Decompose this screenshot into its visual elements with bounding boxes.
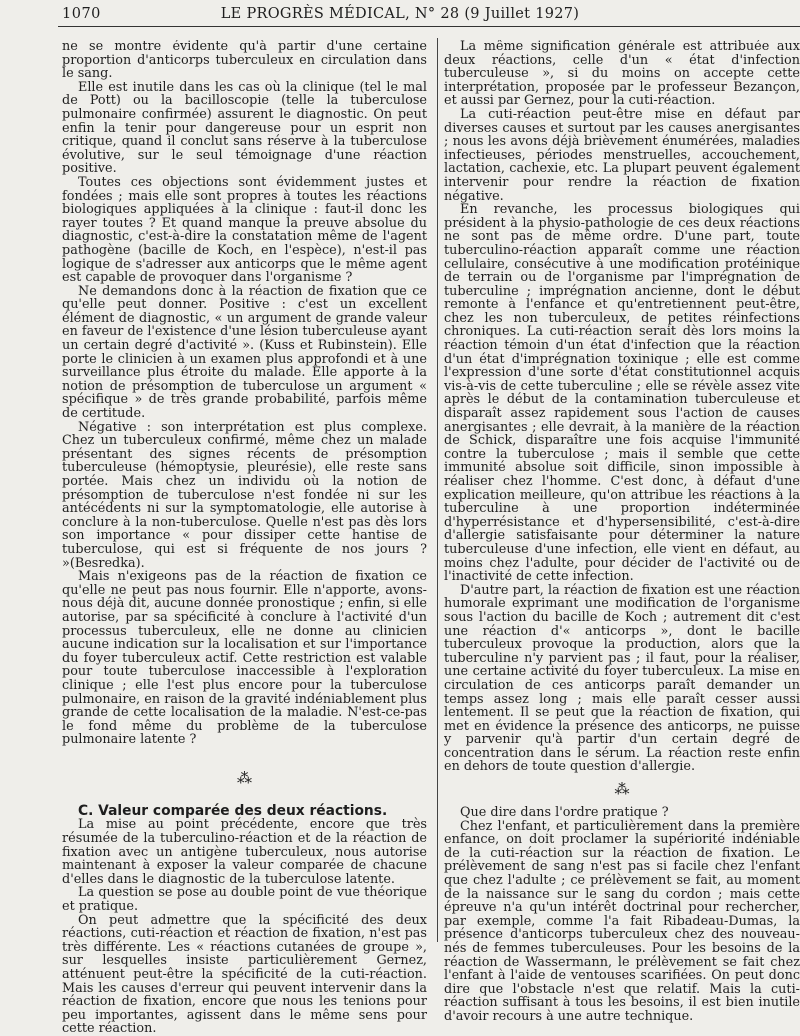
page-header: [0, 4, 800, 26]
paragraph: On peut admettre que la spécificité des deux réactions, cuti-réaction et réaction de fixation, n'est pas très différente. Les « réactions cutanées de groupe », sur lesquelles insiste particulièrement Gernez, atténuent peut-être la spécificité de la cuti-réaction. Mais les causes d'erreur qui peuvent intervenir dans la réaction de fixation, encore que nous les tenions pour peu importantes, agissent dans le même sens pour cette réaction.: [62, 912, 427, 1036]
page-number: 1070: [62, 6, 101, 22]
paragraph: La question se pose au double point de vue théorique et pratique.: [62, 885, 427, 915]
paragraph: La mise au point précédente, encore que très résumée de la tuberculino-réaction et de la réaction de fixation avec un antigène tuberculeux, nous autorise maintenant à exposer la valeur comparée de chacune d'elles dans le diagnostic de la tuberculose latente.: [62, 817, 427, 887]
right-column: [444, 40, 800, 1024]
section-title: C. Valeur comparée des deux réactions.: [78, 802, 388, 819]
section-separator: ⁂: [237, 768, 252, 787]
paragraph: Mais n'exigeons pas de la réaction de fixation ce qu'elle ne peut pas nous fournir. Elle n'apporte, avons-nous déjà dit, aucune donnée pronostique ; enfin, si elle autorise, par sa spécificité à conclure à l'activité d'un processus tuberculeux, elle ne donne au clinicien aucune indication sur la localisation et sur l'importance du foyer tuberculeux actif. Cette restriction est valable pour toute tuberculose inaccessible à l'exploration clinique ; elle l'est plus encore pour la tuberculose pulmonaire, en raison de la gravité indéniablement plus grande de cette localisation de la maladie. N'est-ce-pas le fond même du problème de la tuberculose pulmonaire latente ?: [62, 569, 427, 748]
paragraph: La même signification générale est attribuée aux deux réactions, celle d'un « état d'infection tuberculeuse », si du moins on accepte cette interprétation, proposée par le professeur Bezançon, et aussi par Gernez, pour la cuti-réaction.: [444, 40, 800, 109]
paragraph: D'autre part, la réaction de fixation est une réaction humorale exprimant une modification de l'organisme sous l'action du bacille de Koch ; autrement dit c'est une réaction d'« anticorps », dont le bacille tuberculeux provoque la production, alors que la tuberculine n'y parvient pas ; il faut, pour la réaliser, une certaine activité du foyer tuberculeux. La mise en circulation de ces anticorps paraît demander un temps assez long ; mais elle paraît cesser aussi lentement. Il se peut que la réaction de fixation, qui met en évidence la présence des anticorps, ne puisse y parvenir qu'à partir d'un certain degré de concentration dans le sérum. La réaction reste enfin en dehors de toute question d'allergie.: [444, 582, 800, 775]
paragraph: La cuti-réaction peut-être mise en défaut par diverses causes et surtout par les causes anergisantes ; nous les avons déjà brièvement énumérées, maladies infectieuses, périodes menstruelles, accouchement, lactation, cachexie, etc. La plupart peuvent également intervenir pour rendre la réaction de fixation négative.: [444, 106, 800, 204]
running-title: LE PROGRÈS MÉDICAL, N° 28 (9 Juillet 1927): [220, 6, 580, 22]
paragraph: En revanche, les processus biologiques qui président à la physio-pathologie de ces deux réactions ne sont pas de même ordre. D'une part, toute tuberculino-réaction apparaît comme une réaction cellulaire, consécutive à une modification protéinique de terrain ou de l'organisme par l'imprégnation de tuberculine ; imprégnation ancienne, dont le début remonte à l'enfance et qu'entretiennent peut-être, chez les non tuberculeux, de petites réinfections chroniques. La cuti-réaction serait dès lors moins la réaction témoin d'un état d'infection que la réaction d'un état d'imprégnation toxinique ; elle est comme l'expression d'une sorte d'état constitutionnel acquis vis-à-vis de cette tuberculine ; elle se révèle assez vite après le début de la contamination tuberculeuse et disparaît assez rapidement sous l'action de causes anergisantes ; elle devrait, à la manière de la réaction de Schick, disparaître une fois acquise l'immunité contre la tuberculose ; mais il semble que cette immunité absolue soit difficile, sinon impossible à réaliser chez l'homme. C'est donc, à défaut d'une explication meilleure, qu'on attribue les réactions à la tuberculine à une proportion indéterminée d'hyperrésistance et d'hypersensibilité, c'est-à-dire d'allergie satisfaisante pour déterminer la nature tuberculeuse d'une infection, elle vient en défaut, au moins chez l'adulte, pour décider de l'activité ou de l'inactivité de cette infection.: [444, 202, 800, 585]
paragraph: Toutes ces objections sont évidemment justes et fondées ; mais elle sont propres à toutes les réactions biologiques appliquées à la clinique : faut-il donc les rayer toutes ? Et quand manque la preuve absolue du diagnostic, c'est-à-dire la constatation même de l'agent pathogène (bacille de Koch, en l'espèce), n'est-il pas logique de s'adresser aux anticorps que le même agent est capable de provoquer dans l'organisme ?: [62, 174, 427, 286]
paragraph: ne se montre évidente qu'à partir d'une certaine proportion d'anticorps tuberculeux en circulation dans le sang.: [62, 40, 427, 82]
paragraph: Que dire dans l'ordre pratique ?: [460, 805, 669, 821]
paragraph: Elle est inutile dans les cas où la clinique (tel le mal de Pott) ou la bacilloscopie (telle la tuberculose pulmonaire confirmée) assurent le diagnostic. On peut enfin la tenir pour dangereuse pour un esprit non critique, quand il conclut sans réserve à la tuberculose évolutive, sur le seul témoignage d'une réaction positive.: [62, 79, 427, 177]
paragraph: Chez l'enfant, et particulièrement dans la première enfance, on doit proclamer la supériorité indéniable de la cuti-réaction sur la réaction de fixation. Le prélèvement de sang n'est pas si facile chez l'enfant que chez l'adulte ; ce prélèvement se fait, au moment de la naissance sur le sang du cordon ; mais cette épreuve n'a qu'un intérêt doctrinal pour rechercher, par exemple, comme l'a fait Ribadeau-Dumas, la présence d'anticorps tuberculeux chez des nouveau-nés de femmes tuberculeuses. Pour les besoins de la réaction de Wassermann, le prélèvement se fait chez l'enfant à l'aide de ventouses scarifiées. On peut donc dire que l'obstacle n'est que relatif. Mais la cuti-réaction suffisant à tous les besoins, il est bien inutile d'avoir recours à une autre technique.: [444, 818, 800, 1024]
paragraph: Ne demandons donc à la réaction de fixation que ce qu'elle peut donner. Positive : c'est un excellent élément de diagnostic, « un argument de grande valeur en faveur de l'existence d'une lésion tuberculeuse ayant un certain degré d'activité ». (Kuss et Rubinstein). Elle porte le clinicien à un examen plus approfondi et à une surveillance plus étroite du malade. Elle apporte à la notion de présomption de tuberculose un argument « spécifique » de très grande probabilité, parfois même de certitude.: [62, 283, 427, 422]
paragraph: Négative : son interprétation est plus complexe. Chez un tuberculeux confirmé, même chez un malade présentant des signes récents de présomption tuberculeuse (hémoptysie, pleurésie), elle reste sans portée. Mais chez un individu où la notion de présomption de tuberculose n'est fondée ni sur les antécédents ni sur la symptomatologie, elle autorise à conclure à la non-tuberculose. Quelle n'est pas dès lors son importance « pour dissiper cette hantise de tuberculose, qui est si fréquente de nos jours ? »(Besredka).: [62, 419, 427, 571]
column-divider: [437, 38, 438, 942]
section-separator: ⁂: [614, 780, 630, 799]
header-rule: [58, 26, 800, 27]
left-column: [62, 40, 427, 1036]
